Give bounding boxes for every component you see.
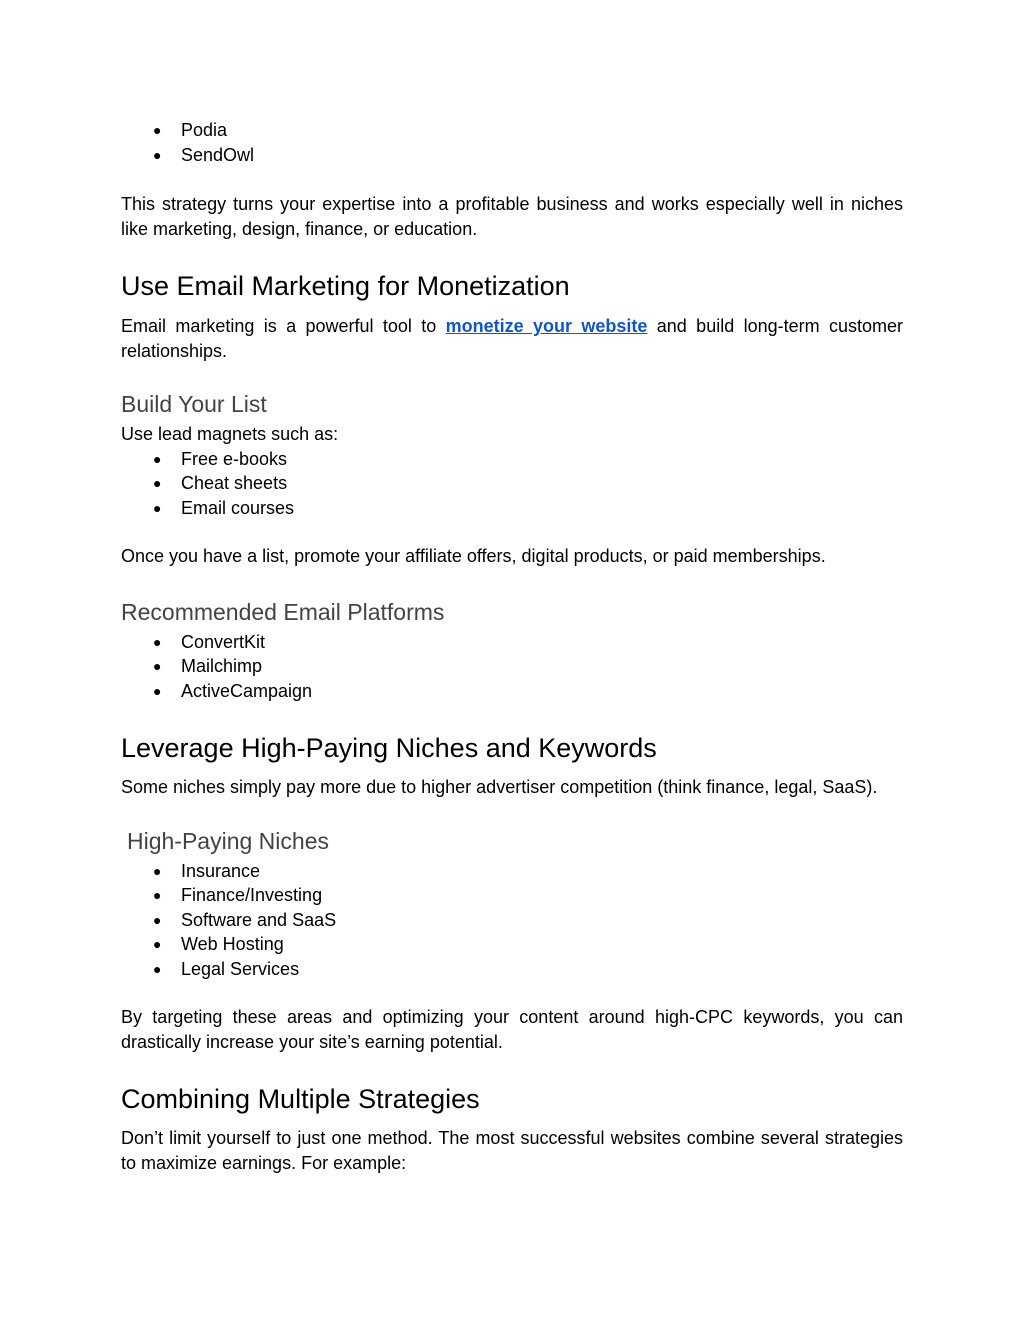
bullet-icon: ●: [153, 475, 162, 491]
list-item: ● SendOwl: [121, 143, 903, 168]
list-item: ● Finance/Investing: [121, 883, 903, 908]
list-item: ● Web Hosting: [121, 932, 903, 957]
combining-section-heading: Combining Multiple Strategies: [121, 1084, 480, 1114]
lead-magnets-intro: Use lead magnets such as:: [121, 424, 339, 444]
bullet-icon: ●: [153, 911, 162, 928]
bullet-icon: ●: [153, 633, 162, 650]
list-item: ● Email courses: [121, 496, 903, 521]
build-list-heading: Build Your List: [121, 391, 267, 417]
niche-list: [121, 859, 903, 982]
email-platforms-heading: Recommended Email Platforms: [121, 598, 445, 625]
niches-intro-paragraph: Some niches simply pay more due to higher advertiser competition (think finance, legal, SaaS).: [121, 777, 878, 797]
top-platform-list: [121, 118, 903, 167]
list-item: ● Software and SaaS: [121, 908, 903, 933]
bullet-icon: ●: [153, 122, 162, 138]
bullet-icon: ●: [153, 960, 162, 977]
combining-paragraph: Don’t limit yourself to just one method. The most successful websites combine several strategies to maximize earnings. For example:: [121, 1128, 903, 1173]
bullet-icon: ●: [153, 936, 162, 952]
niches-section-heading: Leverage High-Paying Niches and Keywords: [121, 733, 657, 763]
niches-conclusion-paragraph: By targeting these areas and optimizing your content around high-CPC keywords, you can drastically increase your site’s earning potential.: [121, 1007, 903, 1052]
bullet-icon: ●: [153, 862, 162, 879]
high-paying-niches-heading: High-Paying Niches: [127, 827, 329, 854]
list-item: ● ActiveCampaign: [121, 679, 903, 704]
list-item: ● Podia: [121, 118, 903, 143]
list-item: ● Mailchimp: [121, 654, 903, 679]
list-item: ● Insurance: [121, 859, 903, 884]
monetize-website-link[interactable]: monetize your website: [445, 316, 648, 336]
list-item: ● ConvertKit: [121, 630, 903, 655]
bullet-icon: ●: [153, 499, 162, 516]
email-platform-list: [121, 630, 903, 704]
list-item: ● Cheat sheets: [121, 471, 903, 496]
bullet-icon: ●: [153, 658, 162, 674]
lead-magnet-list: [121, 447, 903, 521]
email-intro-paragraph: Email marketing is a powerful tool to monetize your website and build long-term customer relationships.: [121, 316, 903, 361]
bullet-icon: ●: [153, 146, 162, 163]
list-promote-paragraph: Once you have a list, promote your affiliate offers, digital products, or paid memberships.: [121, 546, 826, 566]
bullet-icon: ●: [153, 887, 162, 903]
email-section-heading: Use Email Marketing for Monetization: [121, 271, 570, 301]
strategy-paragraph: This strategy turns your expertise into a profitable business and works especially well in niches like marketing, design, finance, or education.: [121, 194, 903, 239]
bullet-icon: ●: [153, 682, 162, 699]
list-item: ● Legal Services: [121, 957, 903, 982]
bullet-icon: ●: [153, 450, 162, 467]
document-content: [121, 118, 903, 1175]
list-item: ● Free e-books: [121, 447, 903, 472]
